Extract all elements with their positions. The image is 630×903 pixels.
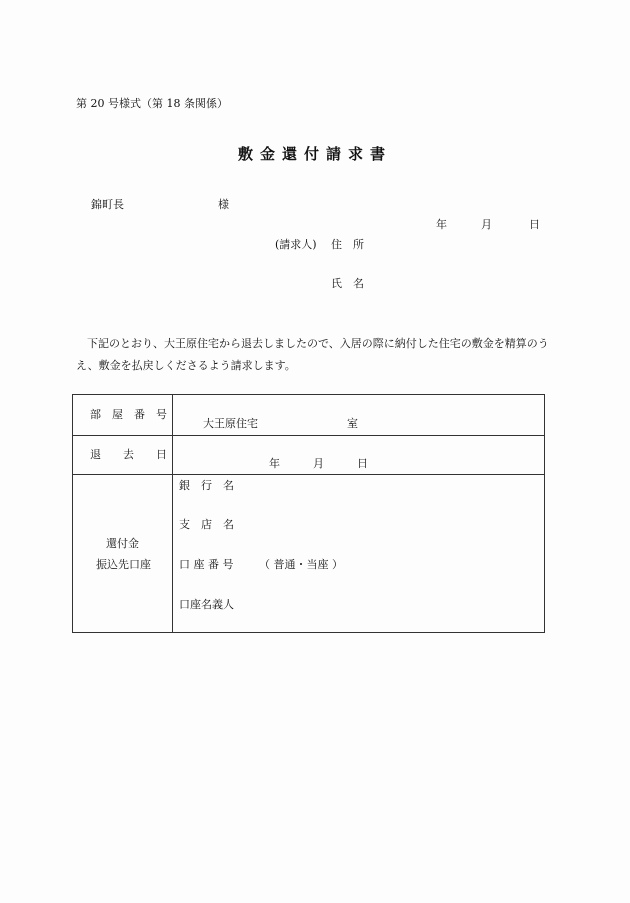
moveout-year: 年 <box>269 457 280 470</box>
refund-label-line2: 振込先口座 <box>96 558 151 571</box>
row-divider <box>73 435 544 436</box>
account-number-label: 口 座 番 号 <box>179 558 234 571</box>
date-year: 年 <box>436 218 447 231</box>
page-title: 敷金還付請求書 <box>238 145 393 163</box>
address-label: 住 所 <box>331 238 364 251</box>
request-table <box>72 394 545 633</box>
account-type: （ 普通・当座 ） <box>259 558 343 571</box>
date-month: 月 <box>481 218 492 231</box>
moveout-day: 日 <box>357 457 368 470</box>
account-holder-label: 口座名義人 <box>179 598 234 611</box>
branch-name-label: 支 店 名 <box>179 518 234 531</box>
column-divider <box>172 395 173 632</box>
bank-name-label: 銀 行 名 <box>179 479 234 492</box>
room-suffix: 室 <box>347 417 358 430</box>
row-divider <box>73 474 544 475</box>
form-number: 第 20 号様式（第 18 条関係） <box>76 97 228 110</box>
request-body-text: 下記のとおり、大王原住宅から退去しましたので、入居の際に納付した住宅の敷金を精算のうえ、敷金を払戻しくださるよう請求します。 <box>76 337 549 372</box>
addressee: 錦町長 <box>91 198 124 211</box>
room-housing-name: 大王原住宅 <box>203 417 258 430</box>
requester-label: (請求人) <box>275 238 317 251</box>
moveout-date-label: 退 去 日 <box>90 448 167 461</box>
refund-label-line1: 還付金 <box>106 537 139 550</box>
addressee-suffix: 様 <box>218 198 229 211</box>
date-day: 日 <box>529 218 540 231</box>
room-number-label: 部 屋 番 号 <box>90 408 167 421</box>
name-label: 氏 名 <box>331 277 364 290</box>
moveout-month: 月 <box>313 457 324 470</box>
